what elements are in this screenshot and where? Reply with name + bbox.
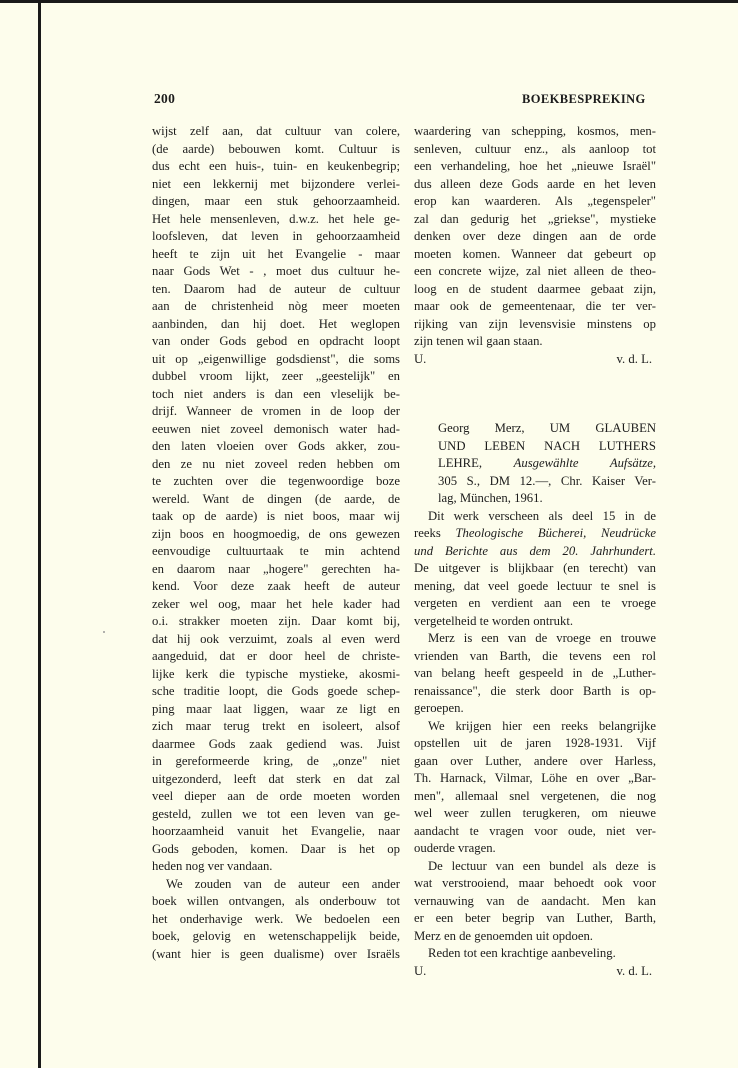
text-line: hoorzaamheid vanuit het Evangelie, naar <box>152 824 400 838</box>
text-line: zal dan gedurig het „griekse", mystieke <box>414 211 656 226</box>
text-line: We krijgen hier een reeks belangrijke <box>428 718 656 733</box>
text-line: waardering van schepping, kosmos, men- <box>414 124 656 138</box>
text-line: uit op „eigenwillige godsdienst", die soms <box>152 351 400 366</box>
text-line: van belang heeft gespeeld in de „Luther- <box>414 666 656 680</box>
review-signature <box>414 963 656 981</box>
text-line: naar Gods Wet - , moet dus cultuur he- <box>152 264 400 278</box>
text-line: opstellen uit de jaren 1928-1931. Vijf <box>414 736 656 750</box>
signature-name: v. d. L. <box>616 351 652 366</box>
running-header: BOEKBESPREKING <box>522 92 646 106</box>
text-line: lijke kerk die typische mystieke, akosmi- <box>152 666 400 681</box>
text-line: eeuwen niet zoveel demonisch water had- <box>152 421 400 436</box>
text-line: ten. Daarom had de auteur de cultuur <box>152 281 400 296</box>
review-signature <box>414 351 656 369</box>
book-details-line: 305 S., DM 12.—, Chr. Kaiser Ver- <box>438 473 656 488</box>
text-line: taak op de aarde) is niet boos, maar wij <box>152 509 400 523</box>
text-line: den laten vloeien over Gods akker, zou- <box>152 439 400 453</box>
text-line: De lectuur van een bundel als deze is <box>428 858 656 873</box>
text-line: een verhandeling, hoe het „nieuwe Israël" <box>414 159 656 173</box>
scan-border-left <box>38 0 41 1068</box>
text-line: uitgezonderd, leeft dat sterk en dat zal <box>152 771 400 786</box>
text-line: wereld. Want de dingen (de aarde, de <box>152 491 400 506</box>
book-reference <box>414 420 656 508</box>
text-line: van onder Gods gebod en opdracht loopt <box>152 334 400 348</box>
text-line: dingen, maar een stuk gehoorzaamheid. <box>152 194 400 208</box>
text-line: We zouden van de auteur een ander <box>166 876 400 891</box>
book-title-part: LEHRE, <box>438 456 514 470</box>
text-line: vergetelheid te worden ontrukt. <box>414 613 574 628</box>
text-line: een concrete wijze, zal niet alleen de theo- <box>414 264 656 278</box>
text-line: Gods geboden, komen. Daar is het op <box>152 841 400 856</box>
book-title-line: Georg Merz, UM GLAUBEN <box>438 421 656 435</box>
text-line: Merz is een van de vroege en trouwe <box>428 631 656 645</box>
signature-name: v. d. L. <box>616 963 652 978</box>
scan-speck <box>103 631 105 633</box>
text-line: o.i. strakker moeten zijn. Daar komt bij, <box>152 614 400 628</box>
text-line: heden nog ver vandaan. <box>152 859 273 873</box>
text-line: den ze nu niet zoveel reden hebben om <box>152 456 400 471</box>
page-number: 200 <box>154 91 176 106</box>
signature-initial: U. <box>414 963 427 978</box>
text-line: Het hele mensenleven, d.w.z. het hele ge- <box>152 211 400 226</box>
text-line: moeten komen. Wanneer dat gebeurt op <box>414 246 656 261</box>
text-line: te zuchten over die tegenwoordige boze <box>152 474 400 488</box>
series-title: Theologische Bücherei, Neudrücke <box>455 526 656 540</box>
text-line: Dit werk verscheen als deel 15 in de <box>428 508 656 523</box>
text-line: in gereformeerde kring, de „onze" niet <box>152 754 400 768</box>
scan-border-top <box>0 0 738 3</box>
right-column <box>414 123 656 980</box>
text-part: reeks <box>414 526 456 540</box>
text-line: aanbinden, dan hij doet. Het weglopen <box>152 316 400 331</box>
text-line: Reden tot een krachtige aanbeveling. <box>428 946 616 960</box>
text-line: drijf. Wanneer de vromen in de loop der <box>152 404 400 418</box>
text-line: Merz en de genoemden uit opdoen. <box>414 928 593 943</box>
text-line: dat hij ook verzuimt, zoals al even werd <box>152 631 400 646</box>
text-line: boek, gelovig en wetenschappelijk beide, <box>152 929 400 943</box>
text-line: zeker wel oog, maar het hele kader had <box>152 596 400 611</box>
book-details-line: lag, München, 1961. <box>438 491 543 505</box>
text-line: zijn tenen wil gaan staan. <box>414 334 543 348</box>
book-title-line <box>438 455 656 473</box>
text-line: vernauwing van de aandacht. Men kan <box>414 893 656 908</box>
text-line: veel dieper aan de orde moeten worden <box>152 789 400 803</box>
left-column <box>152 123 400 963</box>
text-line: wat verstrooiend, maar behoedt ook voor <box>414 876 656 890</box>
text-line: daarmee Gods zaak gediend was. Juist <box>152 736 400 751</box>
text-line: maar ook de gemeentenaar, die ter ver- <box>414 299 656 313</box>
text-line: wijst zelf aan, dat cultuur van colere, <box>152 124 400 138</box>
text-line: ping maar laat liggen, waar ze ligt en <box>152 701 400 716</box>
text-line <box>414 525 656 543</box>
text-line: denken over deze dingen aan de orde <box>414 229 656 243</box>
text-line: loog en de student daarmee gebaat zijn, <box>414 281 656 296</box>
text-line: heeft te zijn uit het Evangelie - maar <box>152 246 400 261</box>
text-line: niet een lekkernij met bijzondere verlei- <box>152 176 400 191</box>
text-line: (want hier is geen dualisme) over Israëls <box>152 946 400 961</box>
text-line: boek willen ontvangen, als onderbouw tot <box>152 894 400 908</box>
text-line: toch niet anders is dan een vleselijk be- <box>152 386 400 401</box>
text-line: en daarom naar „hogere" gerechten ha- <box>152 561 400 576</box>
text-line: vergeten en verdient aan een te vroege <box>414 596 656 610</box>
text-line: dus echt een huis-, tuin- en keukenbegrip; <box>152 159 400 173</box>
text-line: sche traditie loopt, die Gods goede schep- <box>152 684 400 698</box>
text-line: loofsleven, dat leven in gehoorzaamheid <box>152 229 400 243</box>
text-line: zich maar terug trekt en isoleert, alsof <box>152 719 400 733</box>
text-line: geroepen. <box>414 701 464 715</box>
text-line: erop kan waarderen. Als „tegenspeler" <box>414 194 656 208</box>
text-line: senleven, cultuur enz., als aanloop tot <box>414 141 656 156</box>
text-line: (de aarde) bebouwen komt. Cultuur is <box>152 141 400 156</box>
text-line: dubbel vroom lijkt, zeer „geestelijk" en <box>152 369 400 383</box>
text-line: Th. Harnack, Vilmar, Löhe en over „Bar- <box>414 771 656 785</box>
text-line: het onderhavige werk. We bedoelen een <box>152 911 400 926</box>
text-line: kend. Voor deze zaak heeft de auteur <box>152 579 400 593</box>
text-line: rijking van zijn levensvisie minstens op <box>414 316 656 331</box>
text-line: gaan over Luther, andere over Harless, <box>414 753 656 768</box>
text-line: eenvoudige cultuurtaak te min achtend <box>152 544 400 558</box>
text-line: vrienden van Barth, die tevens een rol <box>414 648 656 663</box>
text-line: ouderde vragen. <box>414 841 496 855</box>
series-title-line: und Berichte aus dem 20. Jahrhundert. <box>414 543 656 558</box>
text-line: aandacht te vragen voor oude, niet ver- <box>414 823 656 838</box>
book-subtitle: Ausgewählte Aufsätze, <box>513 456 656 470</box>
text-line: aangeduid, dat er door heel de christe- <box>152 649 400 663</box>
text-line: zijn boos en hoogmoedig, de ons gewezen <box>152 526 400 541</box>
book-title-line: UND LEBEN NACH LUTHERS <box>438 438 656 453</box>
text-line: aan de christenheid nòg meer moeten <box>152 299 400 313</box>
text-line: gesteld, zullen we tot een leven van ge- <box>152 806 400 821</box>
signature-initial: U. <box>414 351 427 366</box>
text-line: wel weer zullen terugkeren, om nieuwe <box>414 806 656 820</box>
text-line: mening, dat veel goede lectuur te snel is <box>414 578 656 593</box>
text-line: er een beter begrip van Luther, Barth, <box>414 911 656 925</box>
text-line: De uitgever is blijkbaar (en terecht) van <box>414 561 656 575</box>
text-line: men", allemaal snel vergetenen, die nog <box>414 788 656 803</box>
text-line: dus alleen deze Gods aarde en het leven <box>414 176 656 191</box>
text-line: renaissance", die sterk door Barth is op- <box>414 683 656 698</box>
